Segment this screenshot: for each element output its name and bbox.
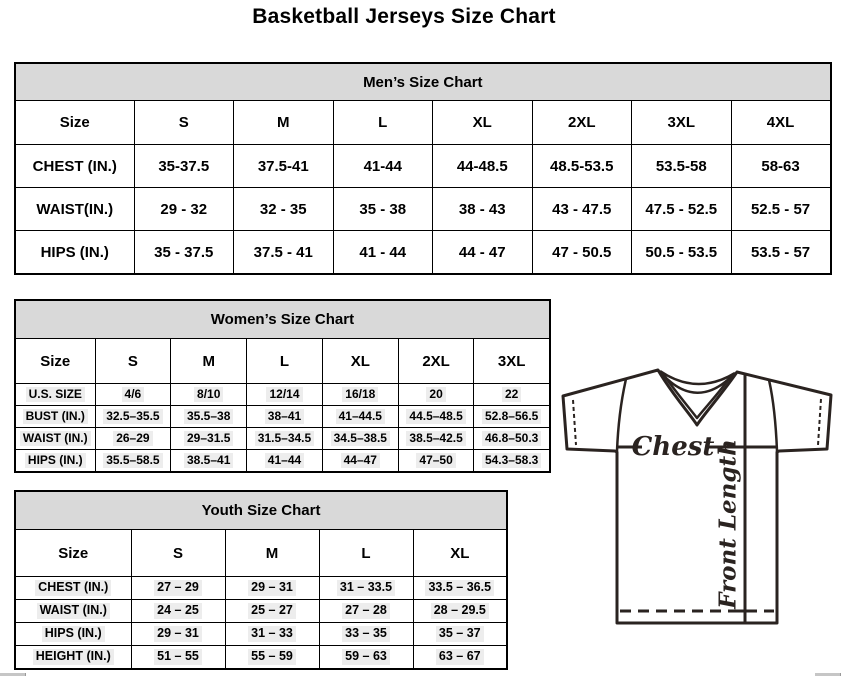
size-cell: 35 – 37 xyxy=(413,623,507,646)
size-cell: 38.5–42.5 xyxy=(398,428,474,450)
table-row xyxy=(15,406,550,428)
womens-chart-title: Women’s Size Chart xyxy=(15,300,550,339)
size-cell: 16/18 xyxy=(322,384,398,406)
size-cell: 26–29 xyxy=(95,428,171,450)
row-label: CHEST (IN.) xyxy=(15,577,131,600)
mens-col-header: 2XL xyxy=(532,101,632,145)
mens-col-header: 3XL xyxy=(632,101,732,145)
size-cell: 59 – 63 xyxy=(319,646,413,670)
size-cell: 29 – 31 xyxy=(225,577,319,600)
size-cell: 47–50 xyxy=(398,450,474,473)
table-row xyxy=(15,577,507,600)
size-cell: 43 - 47.5 xyxy=(532,188,632,231)
row-label: WAIST(IN.) xyxy=(15,188,134,231)
youth-col-header: XL xyxy=(413,530,507,577)
jersey-measurement-diagram xyxy=(552,356,842,648)
mens-col-header: XL xyxy=(433,101,533,145)
size-cell: 44.5–48.5 xyxy=(398,406,474,428)
size-cell: 41–44 xyxy=(247,450,323,473)
youth-col-header: L xyxy=(319,530,413,577)
size-cell: 20 xyxy=(398,384,474,406)
table-row xyxy=(15,428,550,450)
size-cell: 35 - 38 xyxy=(333,188,433,231)
size-cell: 32 - 35 xyxy=(234,188,334,231)
size-cell: 41–44.5 xyxy=(322,406,398,428)
size-cell: 22 xyxy=(474,384,550,406)
size-cell: 27 – 28 xyxy=(319,600,413,623)
size-cell: 29–31.5 xyxy=(171,428,247,450)
size-cell: 38.5–41 xyxy=(171,450,247,473)
table-row xyxy=(15,623,507,646)
horizontal-scrollbar-right-fragment[interactable] xyxy=(815,673,841,676)
size-cell: 63 – 67 xyxy=(413,646,507,670)
row-label: U.S. SIZE xyxy=(15,384,95,406)
size-cell: 29 – 31 xyxy=(131,623,225,646)
womens-col-header: M xyxy=(171,339,247,384)
size-cell: 38 - 43 xyxy=(433,188,533,231)
size-cell: 44-48.5 xyxy=(433,145,533,188)
size-cell: 32.5–35.5 xyxy=(95,406,171,428)
size-cell: 38–41 xyxy=(247,406,323,428)
womens-size-chart-table xyxy=(14,299,551,473)
size-cell: 55 – 59 xyxy=(225,646,319,670)
row-label: WAIST (IN.) xyxy=(15,428,95,450)
front-length-label: Front Length xyxy=(714,439,742,609)
womens-col-header: 2XL xyxy=(398,339,474,384)
table-row xyxy=(15,384,550,406)
size-cell: 33.5 – 36.5 xyxy=(413,577,507,600)
chest-label: Chest xyxy=(631,432,715,462)
size-cell: 25 – 27 xyxy=(225,600,319,623)
size-cell: 35.5–58.5 xyxy=(95,450,171,473)
youth-col-header: M xyxy=(225,530,319,577)
mens-col-header: M xyxy=(234,101,334,145)
size-cell: 28 – 29.5 xyxy=(413,600,507,623)
size-cell: 33 – 35 xyxy=(319,623,413,646)
womens-col-header: Size xyxy=(15,339,95,384)
jersey-outline xyxy=(563,370,831,623)
row-label: WAIST (IN.) xyxy=(15,600,131,623)
size-cell: 8/10 xyxy=(171,384,247,406)
page-title: Basketball Jerseys Size Chart xyxy=(252,5,556,28)
size-cell: 52.5 - 57 xyxy=(731,188,831,231)
size-cell: 46.8–50.3 xyxy=(474,428,550,450)
size-cell: 54.3–58.3 xyxy=(474,450,550,473)
mens-size-chart-table xyxy=(14,62,832,275)
womens-col-header: XL xyxy=(322,339,398,384)
size-cell: 47.5 - 52.5 xyxy=(632,188,732,231)
mens-col-header: L xyxy=(333,101,433,145)
row-label: HIPS (IN.) xyxy=(15,231,134,275)
size-cell: 4/6 xyxy=(95,384,171,406)
youth-col-header: Size xyxy=(15,530,131,577)
row-label: HIPS (IN.) xyxy=(15,450,95,473)
youth-size-chart-table xyxy=(14,490,508,670)
size-cell: 27 – 29 xyxy=(131,577,225,600)
row-label: HEIGHT (IN.) xyxy=(15,646,131,670)
row-label: BUST (IN.) xyxy=(15,406,95,428)
size-cell: 24 – 25 xyxy=(131,600,225,623)
mens-col-header: S xyxy=(134,101,234,145)
mens-col-header: 4XL xyxy=(731,101,831,145)
size-cell: 12/14 xyxy=(247,384,323,406)
size-cell: 34.5–38.5 xyxy=(322,428,398,450)
size-cell: 53.5 - 57 xyxy=(731,231,831,275)
womens-col-header: S xyxy=(95,339,171,384)
mens-chart-title: Men’s Size Chart xyxy=(15,63,831,101)
size-cell: 52.8–56.5 xyxy=(474,406,550,428)
womens-col-header: 3XL xyxy=(474,339,550,384)
table-row xyxy=(15,646,507,670)
size-cell: 41 - 44 xyxy=(333,231,433,275)
size-cell: 41-44 xyxy=(333,145,433,188)
table-row xyxy=(15,600,507,623)
size-cell: 51 – 55 xyxy=(131,646,225,670)
size-cell: 31 – 33 xyxy=(225,623,319,646)
size-cell: 58-63 xyxy=(731,145,831,188)
table-row xyxy=(15,450,550,473)
size-cell: 37.5-41 xyxy=(234,145,334,188)
size-cell: 35-37.5 xyxy=(134,145,234,188)
table-row xyxy=(15,231,831,275)
size-cell: 31.5–34.5 xyxy=(247,428,323,450)
size-cell: 50.5 - 53.5 xyxy=(632,231,732,275)
youth-col-header: S xyxy=(131,530,225,577)
size-cell: 48.5-53.5 xyxy=(532,145,632,188)
size-cell: 29 - 32 xyxy=(134,188,234,231)
row-label: CHEST (IN.) xyxy=(15,145,134,188)
horizontal-scrollbar-left-fragment[interactable] xyxy=(0,673,26,676)
size-cell: 44 - 47 xyxy=(433,231,533,275)
size-cell: 53.5-58 xyxy=(632,145,732,188)
youth-chart-title: Youth Size Chart xyxy=(15,491,507,530)
size-cell: 31 – 33.5 xyxy=(319,577,413,600)
size-cell: 35.5–38 xyxy=(171,406,247,428)
size-cell: 47 - 50.5 xyxy=(532,231,632,275)
size-cell: 35 - 37.5 xyxy=(134,231,234,275)
size-cell: 37.5 - 41 xyxy=(234,231,334,275)
table-row xyxy=(15,145,831,188)
mens-col-header: Size xyxy=(15,101,134,145)
row-label: HIPS (IN.) xyxy=(15,623,131,646)
womens-col-header: L xyxy=(247,339,323,384)
size-cell: 44–47 xyxy=(322,450,398,473)
table-row xyxy=(15,188,831,231)
